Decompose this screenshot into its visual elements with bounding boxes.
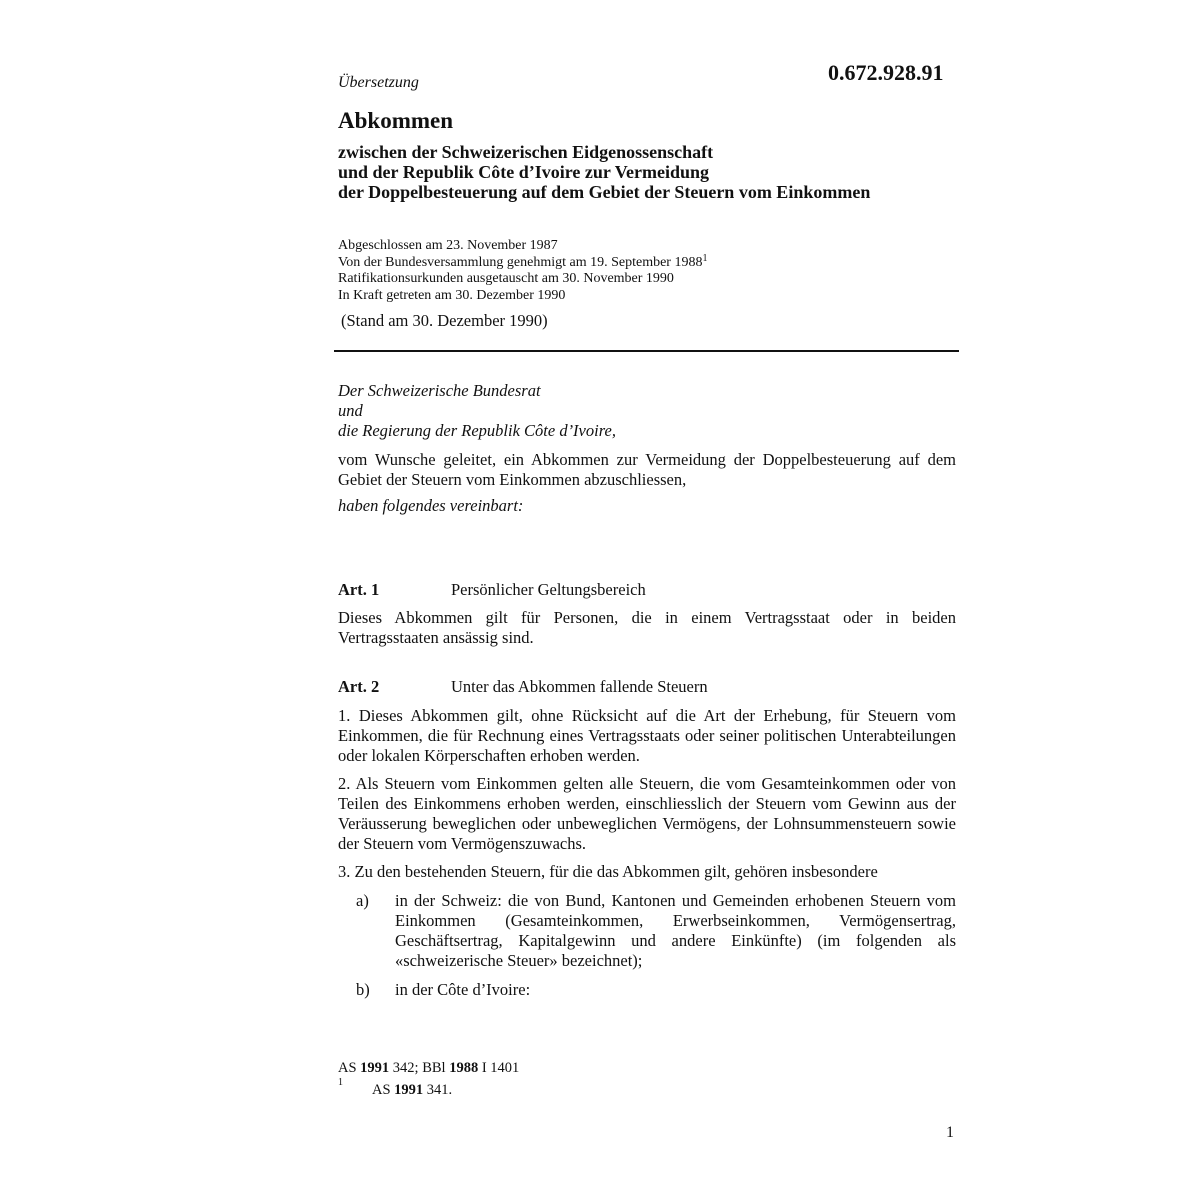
as-prefix: AS	[338, 1060, 361, 1076]
party-line: die Regierung der Republik Côte d’Ivoire,	[338, 421, 616, 440]
page-number: 1	[946, 1124, 954, 1141]
article-2-number: Art. 2	[338, 677, 380, 696]
list-item-text: in der Côte d’Ivoire:	[395, 980, 531, 999]
as-rest: 342; BBl	[389, 1060, 450, 1076]
footnote-ref-1[interactable]: 1	[702, 252, 708, 264]
in-force-date: In Kraft getreten am 30. Dezember 1990	[338, 287, 566, 303]
article-2-paragraph-3: 3. Zu den bestehenden Steuern, für die das Abkommen gilt, gehören insbesondere	[338, 862, 878, 881]
treaty-dates	[338, 238, 707, 304]
footnote-1-marker: 1	[338, 1077, 343, 1088]
approved-date	[338, 252, 708, 272]
ratified-date: Ratifikationsurkunden ausgetauscht am 30. November 1990	[338, 271, 674, 286]
preamble-motivation: vom Wunsche geleitet, ein Abkommen zur Vermeidung der Doppelbesteuerung auf dem Gebiet der Steuern vom Einkommen abzuschliessen,	[338, 450, 956, 489]
approved-text: Von der Bundesversammlung genehmigt am 19. September 1988	[338, 254, 703, 270]
status-date: (Stand am 30. Dezember 1990)	[341, 311, 548, 330]
document-subtitle	[338, 142, 870, 202]
preamble-agreed: haben folgendes vereinbart:	[338, 496, 524, 515]
party-line: Der Schweizerische Bundesrat	[338, 381, 541, 400]
header-divider	[334, 350, 959, 352]
source-footnote	[338, 1059, 519, 1078]
translation-label: Übersetzung	[338, 74, 419, 91]
list-item-text: in der Schweiz: die von Bund, Kantonen und Gemeinden erhobenen Steuern vom Einkommen (Gesamteinkommen, Erwerbseinkommen, Vermögensertrag, Geschäftsertrag, Kapitalgewinn und andere Einkünfte) (im folgenden als «schweizerische Steuer» bezeichnet);	[395, 891, 956, 970]
bbl-rest: I 1401	[478, 1060, 520, 1076]
bbl-year: 1988	[449, 1060, 479, 1076]
article-1-text: Dieses Abkommen gilt für Personen, die in einem Vertragsstaat oder in beiden Vertragsstaaten ansässig sind.	[338, 608, 956, 647]
sr-number: 0.672.928.91	[828, 60, 944, 85]
footnote-1-text	[372, 1081, 452, 1100]
party-line: und	[338, 401, 363, 420]
contracting-parties	[338, 381, 616, 441]
list-item-label: a)	[356, 891, 369, 910]
concluded-date: Abgeschlossen am 23. November 1987	[338, 238, 558, 253]
footnote-1-year: 1991	[394, 1082, 424, 1098]
list-item-label: b)	[356, 980, 370, 999]
footnote-1-rest: 341.	[423, 1082, 453, 1098]
subtitle-line: der Doppelbesteuerung auf dem Gebiet der Steuern vom Einkommen	[338, 182, 871, 202]
document-title: Abkommen	[338, 108, 454, 133]
article-1-title: Persönlicher Geltungsbereich	[451, 580, 646, 599]
article-2-paragraph-2: 2. Als Steuern vom Einkommen gelten alle Steuern, die vom Gesamteinkommen oder von Teilen des Einkommens erhoben werden, einschliesslich der Steuern vom Gewinn aus der Veräusserung beweglichen oder unbeweglichen Vermögens, der Lohnsummensteuern sowie der Steuern vom Vermögenszuwachs.	[338, 774, 956, 853]
article-1-number: Art. 1	[338, 580, 380, 599]
subtitle-line: zwischen der Schweizerischen Eidgenossenschaft	[338, 142, 714, 162]
article-2-title: Unter das Abkommen fallende Steuern	[451, 677, 708, 696]
as-year: 1991	[360, 1060, 390, 1076]
subtitle-line: und der Republik Côte d’Ivoire zur Vermeidung	[338, 162, 710, 182]
footnote-1-prefix: AS	[372, 1082, 395, 1098]
article-2-paragraph-1: 1. Dieses Abkommen gilt, ohne Rücksicht auf die Art der Erhebung, für Steuern vom Einkommen, die für Rechnung eines Vertragsstaats oder seiner politischen Unterabteilungen oder lokalen Körperschaften erhoben werden.	[338, 706, 956, 765]
